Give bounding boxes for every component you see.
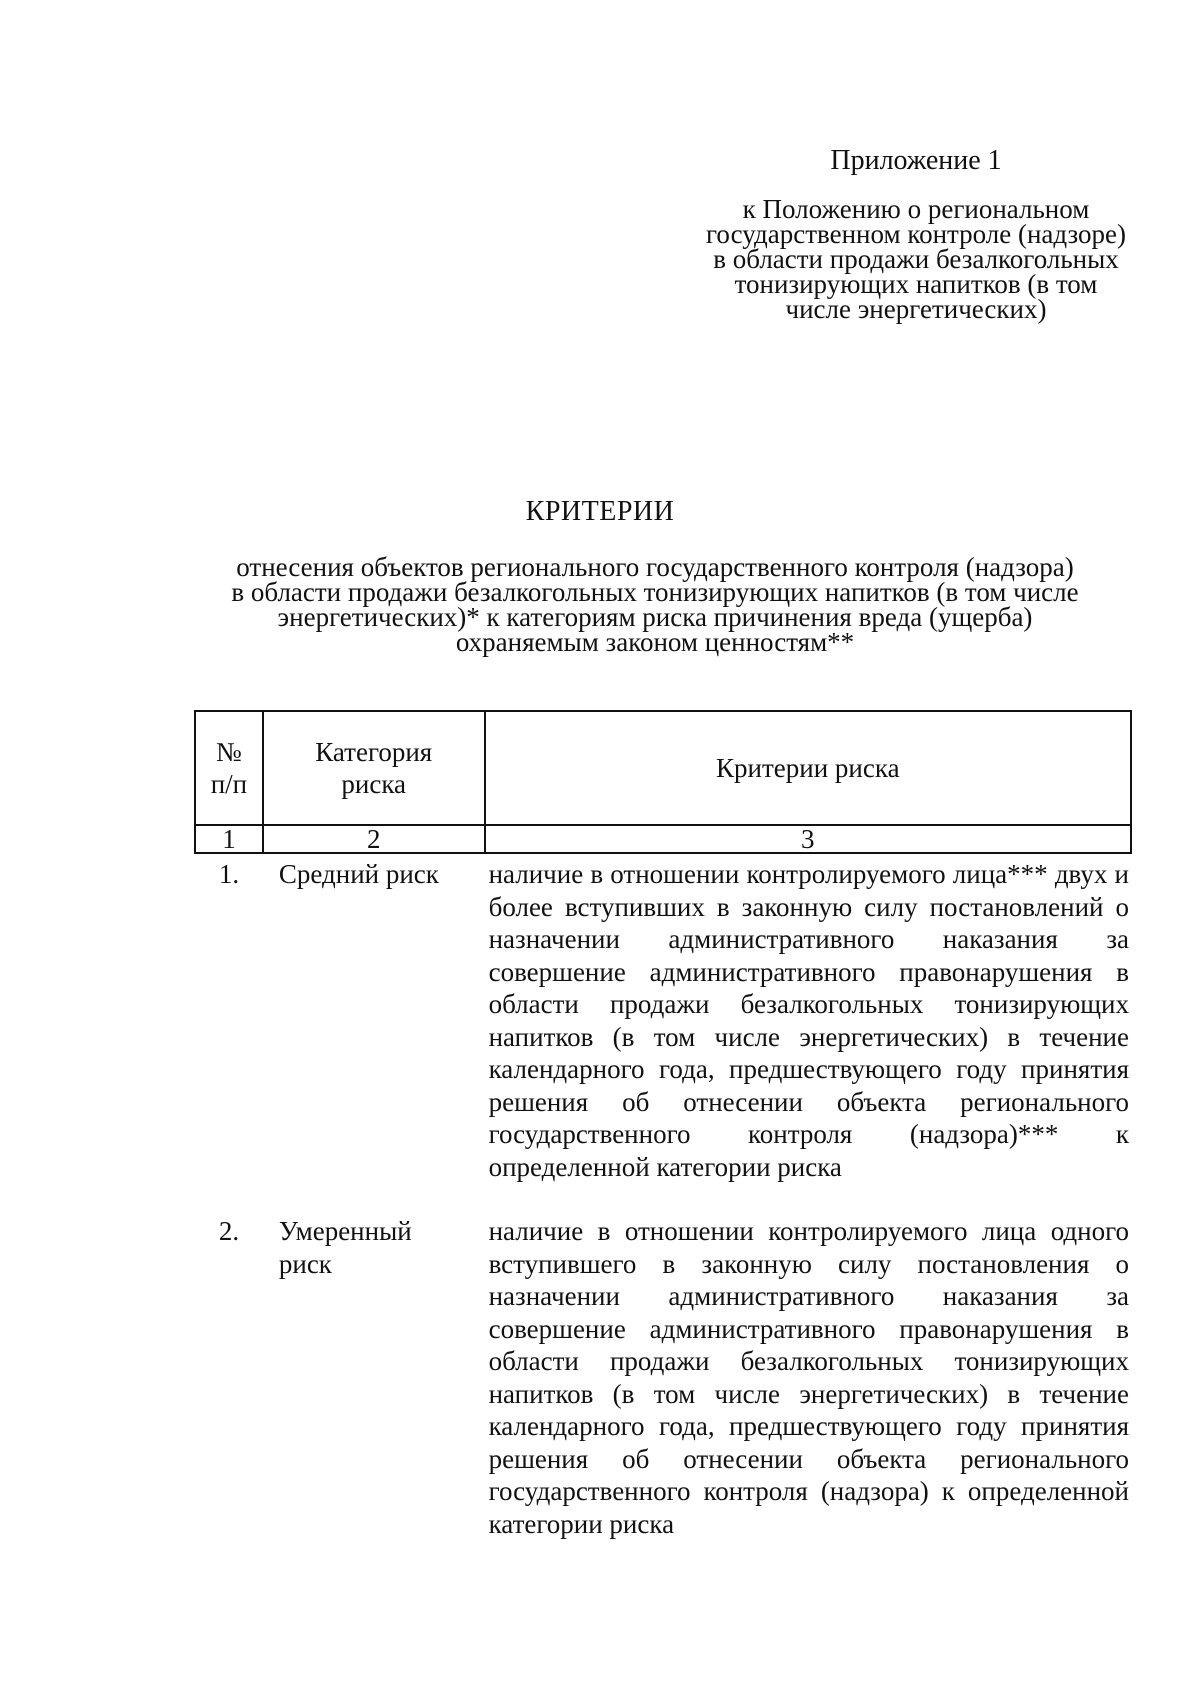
row-category-line1: Умеренный [278,1216,412,1246]
appendix-reference [686,194,1146,324]
header-criteria: Критерии риска [485,711,1131,825]
appendix-reference-line: тонизирующих напитков (в том [734,269,1098,299]
table-row [195,853,1131,1183]
header-category-line1: Категория [315,737,433,767]
table-header-row [195,711,1131,825]
header-number-line1: № [216,737,242,767]
table-row [195,1183,1131,1540]
subtitle-line: охраняемым законом ценностям** [455,627,855,657]
appendix-reference-line: к Положению о региональном [742,194,1090,224]
column-number: 2 [263,825,485,853]
row-number: 1. [218,859,240,889]
row-number: 2. [218,1216,240,1246]
document-title: КРИТЕРИИ [525,496,675,527]
row-criteria: наличие в отношении контролируемого лица одного вступившего в законную силу постановления о назначении административного наказания за совершение административного правонарушения в области продажи безалкогольных тонизирующих напитков (в том числе энергетических) в течение календарного года, предшествующего году принятия решения об отнесении объекта регионального государственного контроля (надзора) к определенной категории риска [488,1216,1129,1539]
column-number-row [195,825,1131,853]
row-category [263,853,485,1183]
header-number-line2: п/п [210,769,248,799]
document-subtitle [190,552,1120,657]
row-criteria: наличие в отношении контролируемого лица*** двух и более вступивших в законную силу постановлений о назначении административного наказания за совершение административного правонарушения в области продажи безалкогольных тонизирующих напитков (в том числе энергетических) в течение календарного года, предшествующего году принятия решения об отнесении объекта регионального государственного контроля (надзора)*** к определенной категории риска [488,859,1129,1182]
subtitle-line: отнесения объектов регионального государственного контроля (надзора) [236,552,1074,582]
appendix-reference-line: числе энергетических) [785,294,1047,324]
appendix-reference-line: в области продажи безалкогольных [713,244,1119,274]
row-category [263,1183,485,1540]
header-category-line2: риска [341,769,407,799]
header-category [263,711,485,825]
header-number [195,711,263,825]
subtitle-line: в области продажи безалкогольных тонизирующих напитков (в том числе [231,577,1079,607]
row-category-line1: Средний риск [278,859,439,889]
subtitle-line: энергетических)* к категориям риска причинения вреда (ущерба) [277,602,1033,632]
column-number: 3 [485,825,1131,853]
row-category-line2: риск [278,1248,332,1279]
appendix-title: Приложение 1 [830,145,1002,176]
criteria-table [194,710,1132,1540]
appendix-reference-line: государственном контроле (надзоре) [706,219,1126,249]
column-number: 1 [195,825,263,853]
